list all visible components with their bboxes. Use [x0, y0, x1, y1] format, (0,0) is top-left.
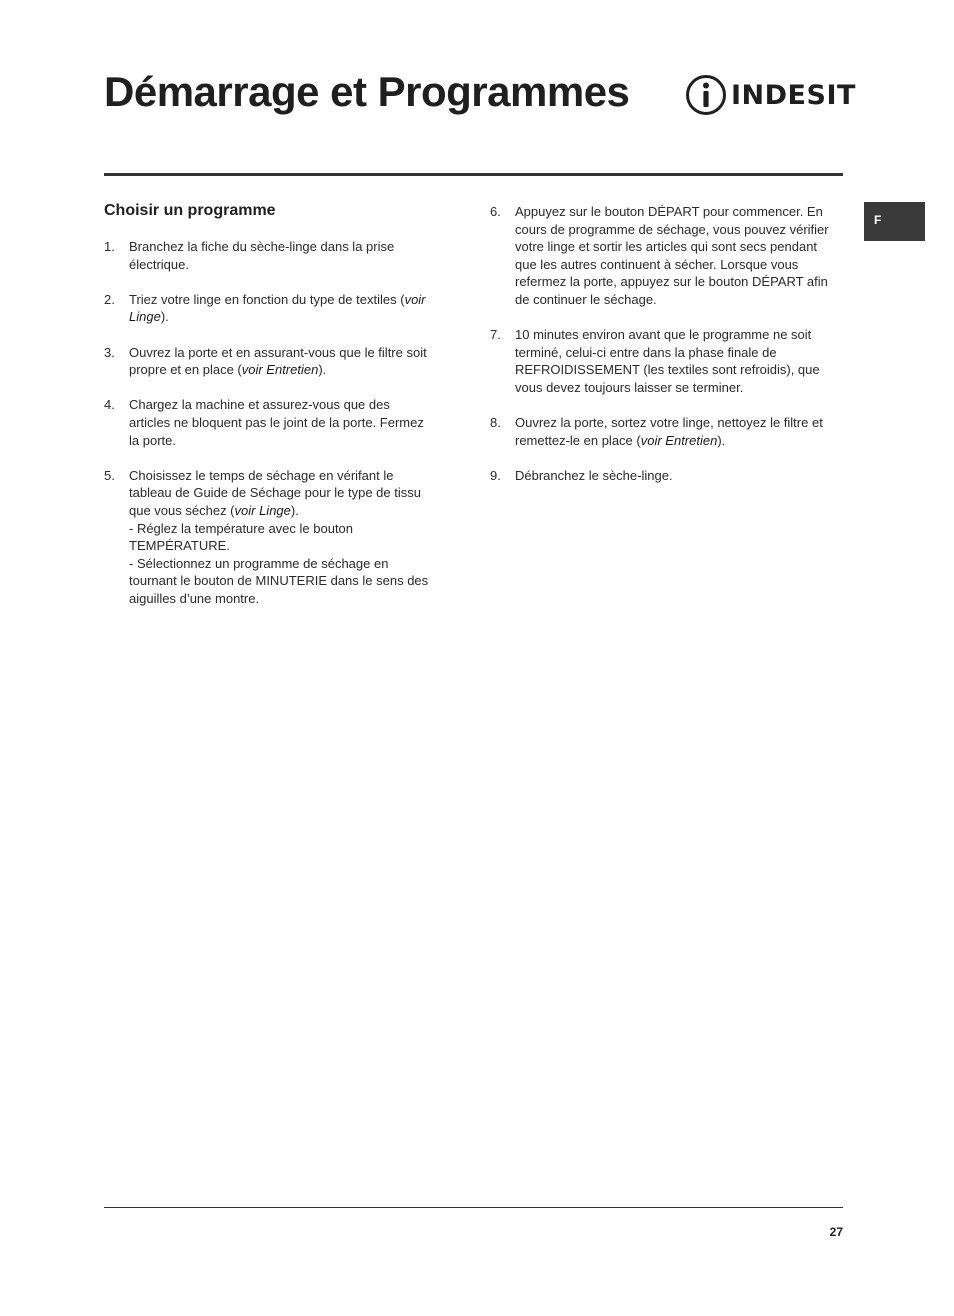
- step-text: Choisissez le temps de séchage en vérifant le tableau de Guide de Séchage pour le type de tissu que vous séchez (voir Linge).: [129, 467, 421, 518]
- step-text: Chargez la machine et assurez-vous que des articles ne bloquent pas le joint de la porte. Fermez la porte.: [129, 397, 424, 448]
- step-text: Triez votre linge en fonction du type de textiles (voir Linge).: [129, 291, 426, 325]
- brand-logo: [685, 74, 856, 116]
- indesit-logo-icon: [685, 74, 727, 116]
- steps-list-right: [490, 203, 835, 485]
- step-number: 4.: [104, 397, 115, 413]
- step-number: 7.: [490, 327, 501, 343]
- step-item: [104, 291, 434, 326]
- step-subline: - Sélectionnez un programme de séchage en tournant le bouton de MINUTERIE dans le sens des aiguilles d’une montre.: [129, 555, 429, 606]
- step-item: [104, 238, 434, 273]
- step-number: 9.: [490, 467, 501, 483]
- page-number: 27: [829, 1225, 843, 1239]
- section-title: Choisir un programme: [104, 202, 276, 219]
- language-tab: [864, 202, 925, 241]
- step-number: 6.: [490, 204, 501, 219]
- step-item: [490, 203, 835, 309]
- step-text: Ouvrez la porte et en assurant-vous que le filtre soit propre et en place (voir Entretien).: [129, 344, 427, 378]
- step-number: 8.: [490, 415, 501, 431]
- step-item: [490, 326, 835, 396]
- step-text: Débranchez le sèche-linge.: [515, 467, 673, 483]
- footer-divider: [104, 1207, 843, 1208]
- step-text: Ouvrez la porte, sortez votre linge, nettoyez le filtre et remettez-le en place (voir Entretien).: [515, 415, 823, 448]
- step-number: 3.: [104, 344, 115, 360]
- left-column: [104, 200, 434, 625]
- language-tab-label: F: [874, 213, 882, 227]
- step-number: 2.: [104, 291, 115, 307]
- step-item: [104, 396, 434, 449]
- steps-list-left: [104, 238, 434, 607]
- cross-reference: voir Linge: [129, 291, 426, 325]
- step-text: 10 minutes environ avant que le programme ne soit terminé, celui-ci entre dans la phase finale de REFROIDISSEMENT (les textiles sont refroidis), que vous devez toujours laisser se terminer.: [515, 327, 820, 395]
- cross-reference: voir Linge: [234, 502, 291, 518]
- step-subline: - Réglez la température avec le bouton TEMPÉRATURE.: [129, 520, 354, 554]
- step-text: Appuyez sur le bouton DÉPART pour commencer. En cours de programme de séchage, vous pouvez vérifier votre linge et sortir les articles qui sont secs pendant que les autres continuent à sécher. Lorsque vous refermez la porte, appuyez sur le bouton DÉPART afin de continuer le séchage.: [515, 204, 829, 307]
- cross-reference: voir Entretien: [640, 432, 718, 448]
- cross-reference: voir Entretien: [241, 362, 319, 378]
- step-number: 5.: [104, 467, 115, 483]
- step-item: [490, 414, 835, 449]
- right-column: [490, 203, 835, 502]
- page-title: Démarrage et Programmes: [104, 68, 630, 115]
- step-text: Branchez la fiche du sèche-linge dans la prise électrique.: [129, 239, 395, 272]
- step-item: [490, 467, 835, 485]
- step-item: [104, 467, 434, 608]
- header-divider: [104, 173, 843, 176]
- brand-name: INDESIT: [731, 79, 856, 111]
- step-item: [104, 344, 434, 379]
- step-number: 1.: [104, 239, 115, 254]
